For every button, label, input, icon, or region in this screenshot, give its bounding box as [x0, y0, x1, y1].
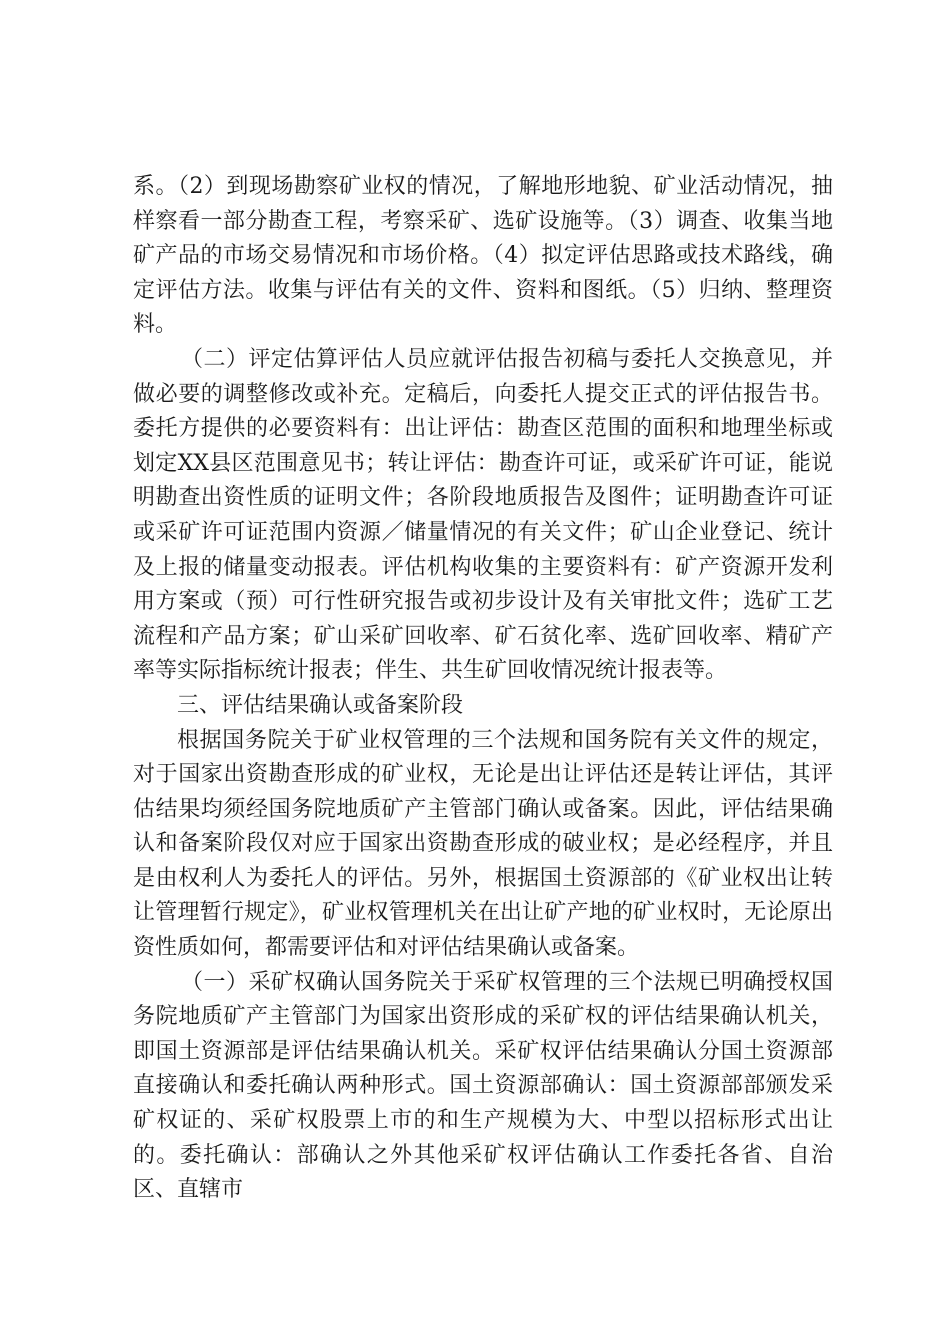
paragraph-mining-right-confirmation: （一）采矿权确认国务院关于采矿权管理的三个法规已明确授权国务院地质矿产主管部门为国家出资形成的采矿权的评估结果确认机关，即国土资源部是评估结果确认机关。采矿权评估结果确认分国土资源部直接确认和委托确认两种形式。国土资源部确认：国土资源部部颁发采矿权证的、采矿权股票上市的和生产规模为大、中型以招标形式出让的。委托确认：部确认之外其他采矿权评估确认工作委托各省、自治区、直辖市: [133, 969, 833, 1203]
paragraph-confirmation-rules: 根据国务院关于矿业权管理的三个法规和国务院有关文件的规定，对于国家出资勘查形成的矿业权，无论是出让评估还是转让评估，其评估结果均须经国务院地质矿产主管部门确认或备案。因此，评估结果确认和备案阶段仅对应于国家出资勘查形成的破业权；是必经程序，并且是由权利人为委托人的评估。另外，根据国土资源部的《矿业权出让转让管理暂行规定》，矿业权管理机关在出让矿产地的矿业权时，无论原出资性质如何，都需要评估和对评估结果确认或备案。: [133, 727, 833, 961]
paragraph-fieldwork: 系。（2）到现场勘察矿业权的情况，了解地形地貌、矿业活动情况，抽样察看一部分勘查工程，考察采矿、选矿设施等。（3）调查、收集当地矿产品的市场交易情况和市场价格。（4）拟定评估思路或技术路线，确定评估方法。收集与评估有关的文件、资料和图纸。（5）归纳、整理资料。: [133, 174, 833, 338]
document-body: [133, 170, 833, 1208]
section-heading-confirmation: 三、评估结果确认或备案阶段: [177, 692, 464, 718]
paragraph-appraisal-estimation: （二）评定估算评估人员应就评估报告初稿与委托人交换意见，并做必要的调整修改或补充。定稿后，向委托人提交正式的评估报告书。委托方提供的必要资料有：出让评估：勘查区范围的面积和地理坐标或划定XX县区范围意见书；转让评估：勘查许可证，或采矿许可证，能说明勘查出资性质的证明文件；各阶段地质报告及图件；证明勘查许可证或采矿许可证范围内资源／储量情况的有关文件；矿山企业登记、统计及上报的储量变动报表。评估机构收集的主要资料有：矿产资源开发利用方案或（预）可行性研究报告或初步设计及有关审批文件；选矿工艺流程和产品方案；矿山采矿回收率、矿石贫化率、选矿回收率、精矿产率等实际指标统计报表；伴生、共生矿回收情况统计报表等。: [133, 346, 833, 684]
